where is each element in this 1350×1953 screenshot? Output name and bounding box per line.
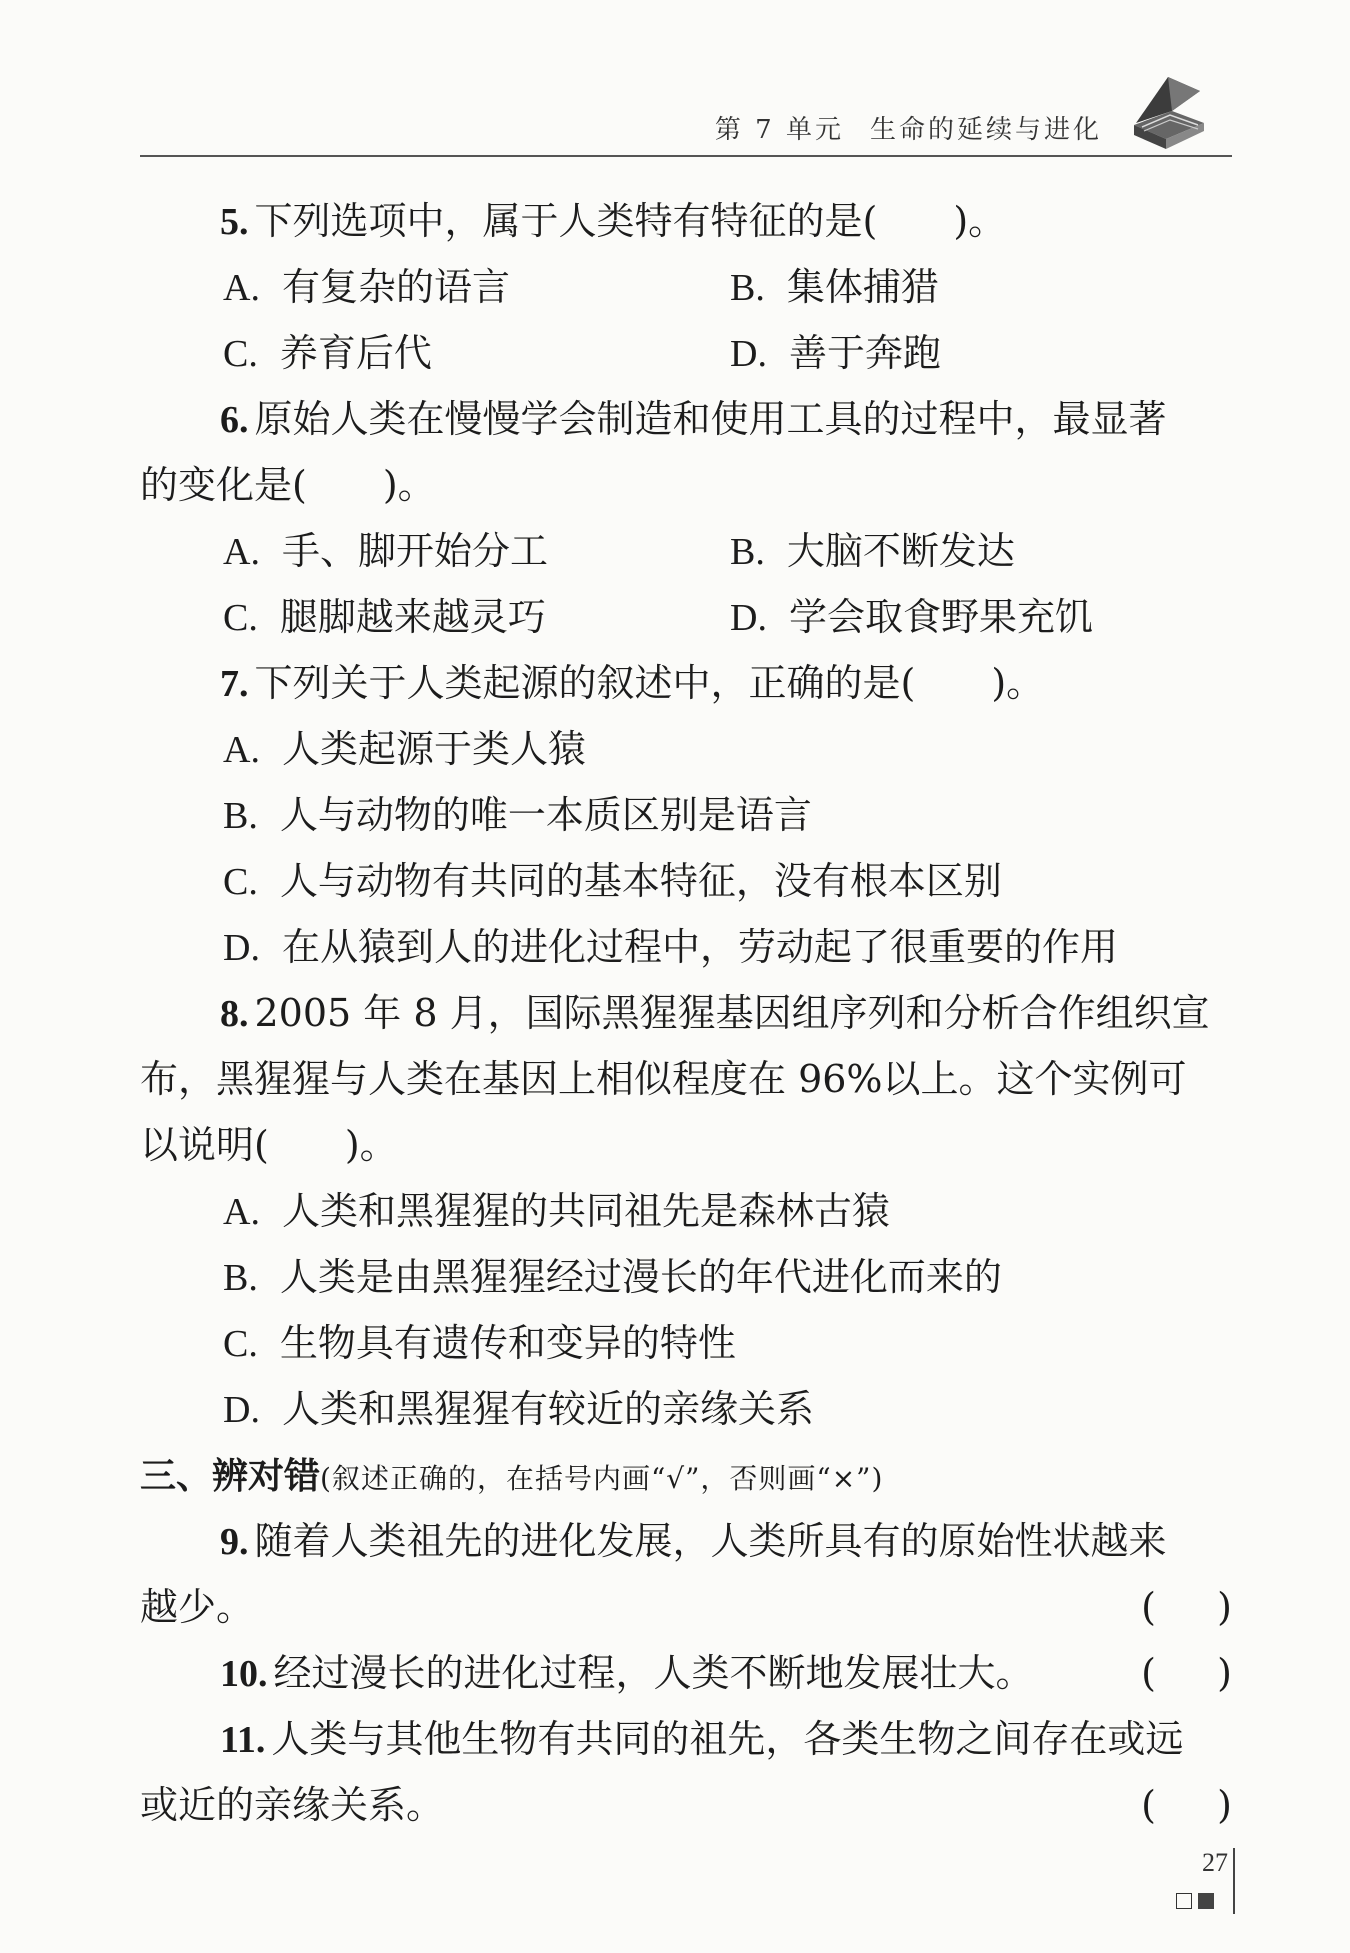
question-6-options-row-2: C. 腿脚越来越灵巧 D. 学会取食野果充饥 (140, 584, 1232, 650)
question-5-stem: 5. 下列选项中，属于人类特有特征的是( )。 (220, 199, 1007, 243)
question-7-option-b: B. 人与动物的唯一本质区别是语言 (223, 793, 812, 837)
unit-label: 第 7 单元 (714, 115, 844, 145)
question-8-stem: 8. 2005 年 8 月，国际黑猩猩基因组序列和分析合作组织宣 (220, 991, 1210, 1035)
page-number: 27 (1202, 1848, 1228, 1877)
empty-square-icon (1176, 1893, 1192, 1909)
question-6-stem-cont: 的变化是( )。 (140, 463, 436, 507)
answer-paren[interactable]: ( ) (1141, 1585, 1232, 1629)
question-6-options-row-1: A. 手、脚开始分工 B. 大脑不断发达 (140, 518, 1232, 584)
question-7-stem: 7. 下列关于人类起源的叙述中，正确的是( )。 (220, 661, 1045, 705)
question-8-option-c: C. 生物具有遗传和变异的特性 (223, 1321, 736, 1365)
question-7-option-a: A. 人类起源于类人猿 (223, 727, 586, 771)
question-8-option-a: A. 人类和黑猩猩的共同祖先是森林古猿 (223, 1189, 890, 1233)
question-7-option-c: C. 人与动物有共同的基本特征，没有根本区别 (223, 859, 1002, 903)
option-d: D. 善于奔跑 (730, 331, 941, 375)
footer-rule (1233, 1848, 1235, 1914)
question-8-stem-cont-1: 布，黑猩猩与人类在基因上相似程度在 96%以上。这个实例可 (140, 1057, 1187, 1101)
question-5-options-row-2: C. 养育后代 D. 善于奔跑 (140, 320, 1232, 386)
filled-square-icon (1198, 1893, 1214, 1909)
answer-paren[interactable]: ( ) (1141, 1651, 1232, 1695)
answer-paren[interactable]: ( ) (1141, 1783, 1232, 1827)
question-8-option-b: B. 人类是由黑猩猩经过漫长的年代进化而来的 (223, 1255, 1002, 1299)
book-icon (1128, 65, 1210, 151)
question-10-stem: 10. 经过漫长的进化过程，人类不断地发展壮大。 ( ) (140, 1640, 1232, 1706)
question-6-stem: 6. 原始人类在慢慢学会制造和使用工具的过程中，最显著 (220, 397, 1167, 441)
question-7-option-d: D. 在从猿到人的进化过程中，劳动起了很重要的作用 (223, 925, 1118, 969)
running-head (715, 109, 1102, 146)
question-11-stem-cont: 或近的亲缘关系。 ( ) (140, 1772, 1232, 1838)
option-d: D. 学会取食野果充饥 (730, 595, 1093, 639)
question-9-stem: 9. 随着人类祖先的进化发展，人类所具有的原始性状越来 (220, 1519, 1167, 1563)
question-5-options-row-1: A. 有复杂的语言 B. 集体捕猎 (140, 254, 1232, 320)
question-8-option-d: D. 人类和黑猩猩有较近的亲缘关系 (223, 1387, 814, 1431)
option-b: B. 大脑不断发达 (730, 529, 1015, 573)
option-b: B. 集体捕猎 (730, 265, 939, 309)
section-3-heading: 三、辨对错(叙述正确的，在括号内画“√”，否则画“×”) (140, 1455, 884, 1497)
content (140, 188, 1232, 1838)
question-8-stem-cont-2: 以说明( )。 (140, 1123, 398, 1167)
unit-title: 生命的延续与进化 (869, 115, 1102, 145)
question-9-stem-cont: 越少。 ( ) (140, 1574, 1232, 1640)
page-header (140, 95, 1232, 157)
question-11-stem: 11. 人类与其他生物有共同的祖先，各类生物之间存在或远 (220, 1717, 1184, 1761)
